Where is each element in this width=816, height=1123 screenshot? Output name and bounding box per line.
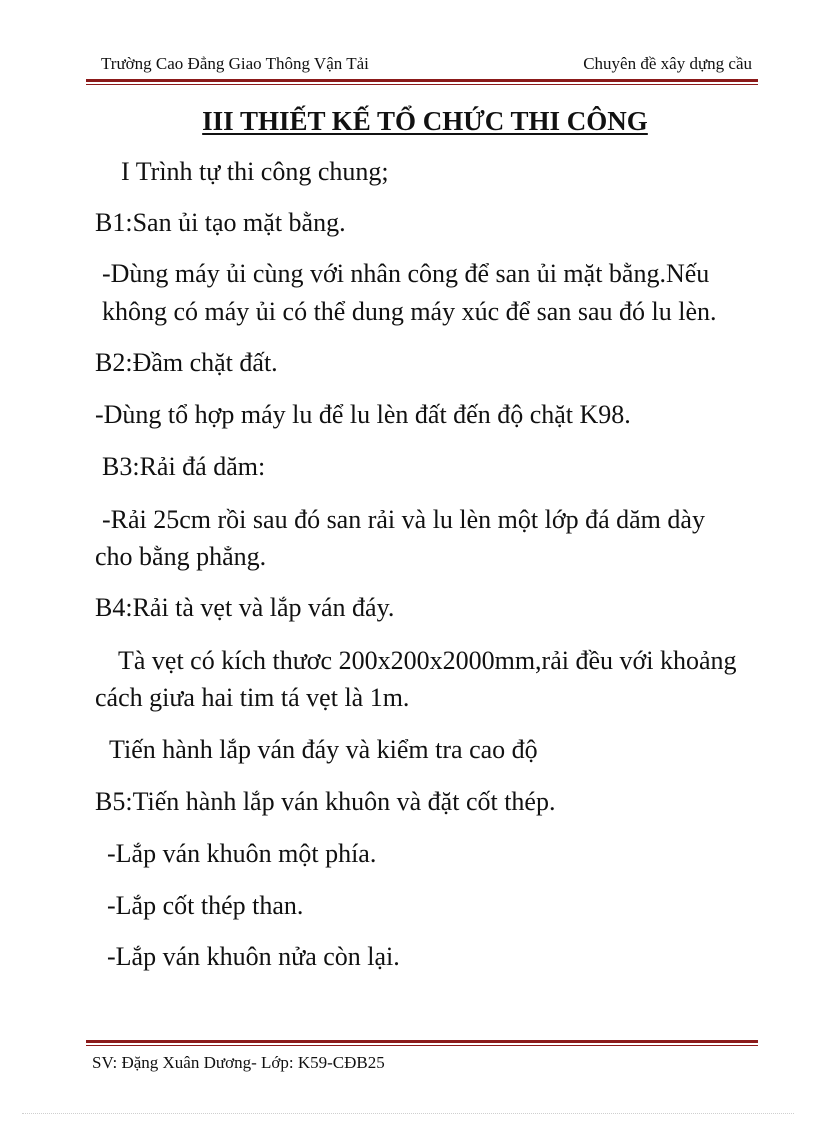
step-b4-text-3: Tiến hành lắp ván đáy và kiểm tra cao độ	[109, 735, 538, 764]
step-b5-heading: B5:Tiến hành lắp ván khuôn và đặt cốt thép.	[95, 787, 556, 816]
step-b4-heading: B4:Rải tà vẹt và lắp ván đáy.	[95, 593, 395, 622]
step-b3-text-2: cho bằng phẳng.	[95, 542, 267, 571]
header-topic: Chuyên đề xây dựng cầu	[583, 54, 752, 73]
step-b4-text-2: cách giưa hai tim tá vẹt là 1m.	[95, 683, 410, 712]
footer-student-info: SV: Đặng Xuân Dương- Lớp: K59-CĐB25	[92, 1053, 385, 1072]
footer-rule-thin	[86, 1045, 758, 1046]
step-b1-text-1: -Dùng máy ủi cùng với nhân công để san ủi mặt bằng.Nếu	[102, 259, 710, 288]
step-b1-heading: B1:San ủi tạo mặt bằng.	[95, 208, 346, 237]
header-rule-thick	[86, 79, 758, 82]
footer-rule-thick	[86, 1040, 758, 1043]
step-b5-item-1: -Lắp ván khuôn một phía.	[107, 839, 377, 868]
step-b1-text-2: không có máy ủi có thể dung máy xúc để san sau đó lu lèn.	[102, 297, 717, 326]
step-b5-item-3: -Lắp ván khuôn nửa còn lại.	[107, 942, 400, 971]
step-b2-heading: B2:Đầm chặt đất.	[95, 348, 278, 377]
header-school-name: Trường Cao Đẳng Giao Thông Vận Tải	[101, 54, 369, 73]
page-title-text: III THIẾT KẾ TỔ CHỨC THI CÔNG	[202, 106, 648, 136]
step-b3-text-1: -Rải 25cm rồi sau đó san rải và lu lèn một lớp đá dăm dày	[102, 505, 705, 534]
section-heading: I Trình tự thi công chung;	[121, 157, 389, 186]
step-b4-text-1: Tà vẹt có kích thươc 200x200x2000mm,rải đều với khoảng	[118, 646, 737, 675]
page-title	[0, 104, 816, 138]
step-b3-heading: B3:Rải đá dăm:	[102, 452, 266, 481]
step-b5-item-2: -Lắp cốt thép than.	[107, 891, 304, 920]
header-rule-thin	[86, 84, 758, 85]
page-bottom-divider	[22, 1113, 794, 1114]
step-b2-text: -Dùng tổ hợp máy lu để lu lèn đất đến độ chặt K98.	[95, 400, 631, 429]
